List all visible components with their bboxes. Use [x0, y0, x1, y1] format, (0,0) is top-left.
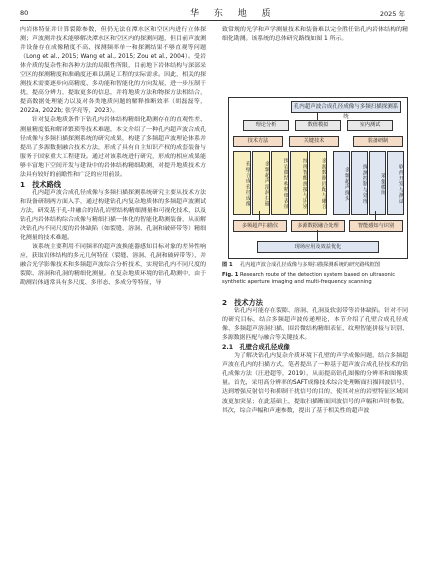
arrow-line: [259, 211, 260, 220]
paragraph: 钻孔内可能存在裂隙、溶洞、孔洞及软弱带等岩体缺陷。针对不同的研究目标，结合多频超声波传递理论，本节介绍了孔壁合成孔径成像、多频超声溶洞扫描、围岩微结构精细表征、纹理智能拼接与识别、多源数据匹配与融合等关键技术。: [222, 308, 408, 342]
box-field-application: 现场应用及效益优化: [257, 241, 379, 253]
right-column-bottom: [222, 298, 408, 416]
box-data-fusion: 多源数据融合处理: [291, 220, 345, 232]
box-key-tech: 关键技术: [289, 136, 339, 147]
arrow-line: [375, 211, 376, 220]
arrow-line: [317, 230, 318, 241]
caption-cn: [222, 262, 408, 270]
tech-col-4: 纹理智能拼接与识别: [290, 151, 308, 215]
box-equipment: 装备研制: [353, 136, 403, 147]
equip-col-1: 多频超声探头: [333, 151, 350, 215]
caption-cn-text: 孔内超声波合成孔径成像与多频扫描探测系统的研究路线框图: [240, 262, 381, 268]
paragraph: 孔内超声波合成孔径成像与多频扫描探测系统研究主要从技术方法和设备研制两方面入手，通过构建钻孔内复杂地质体的多频超声波测试方法，研发基于孔-井融合的钻孔岩壁结构精细测量和可视化技术，以及钻孔内岩体结构综合成像与精细扫描一体化的智能化勘测装备，从而解决钻孔内不同尺度的岩体缺陷（如裂缝、溶洞、孔洞和破碎带等）精细化测量的技术难题。: [20, 189, 206, 242]
equip-col-2: 探测控制与处理: [351, 151, 368, 215]
right-column-top: [222, 26, 408, 44]
caption-en-label: Fig. 1: [222, 271, 239, 278]
paragraph: 该系统主要利用不同频率的超声波换能器感知目标对象的差异性响应，获取岩体结构的多元几何特征（裂缝、溶洞、孔洞和破碎带等），并融合光学影像技术和多频超声波综合分析技术，实现钻孔内不同尺度的裂隙、溶洞和孔洞的精细化测量。在复杂地质环境的钻孔勘测中，由于勘测岩体通常具有多尺度、多形态、多成分等特征，导: [20, 244, 206, 287]
research-route-figure: [222, 97, 408, 259]
left-column: [20, 26, 206, 288]
caption-cn-label: 图 1: [222, 262, 233, 268]
caption-en-text: Research route of the detection system based on ultrasonic synthetic aperture imaging and multi-frequency scanning: [222, 271, 396, 286]
box-tech-method: 技术方法: [233, 136, 283, 147]
box-simulation: 数值模拟: [295, 120, 341, 131]
box-smart-sensing: 智能感知与识别: [349, 220, 403, 232]
page-header: [20, 6, 405, 20]
paragraph: 内岩体特征并计算裂隙参数，但仍无法在潭水区和空区内进行立体探测；声波测井技术能够解决潭水区和空区内的探测问题，但目前声波测井设备存在成像精度不高、探测频率单一和探测结果不够直观等问题（Long et al., 2015; Wang et al., 2015; Zou et al., 2004）。受岩体介质的复杂性和各种方法的局限性所限，目前地下岩体结构与深部采空区的探测精度和准确度还难以满足工程的实际需求。因此，相关的探测技术需要逐步向高精度、多功能和智能化的方向发展，进一步压制干扰，提高分辨力，提取更多的信息，并将地质方法和物探方法相结合，提高数据处理能力以及对各类地质问题的解释推断效率（胡磊磊等，2022a, 2022b; 张学亮等，2023）。: [20, 27, 206, 115]
figure-frame: [228, 97, 408, 259]
journal-title: 华 东 地 质: [190, 9, 277, 19]
caption-en: [222, 272, 408, 287]
equip-col-3: 采集模块: [369, 151, 386, 215]
publication-year: 2025 年: [379, 10, 405, 18]
figure-caption: [222, 262, 408, 287]
paragraph: 为了解决钻孔内复杂介质环境下孔壁的声学成像问题，结合多频超声波在孔内的扫描方式，笔者提出了一种基于超声波合成孔径技术的钻孔成像方法（汪进超等，2019），从而提高钻孔图像的分辨率和图像质量。首先，采用高分辨率的SAFT成像技术综合处理断面扫描回波信号，达到增强反射信号和抑制干扰信号的目的，使其对应的岩壁特征区域回波更加突显；在此基础上，提取扫描断面回波信号的声幅和声时参数。其次，综合声幅和声速参数，提出了基于相关性的超声波: [222, 353, 408, 414]
equip-col-4: 软件开发与测试: [387, 151, 404, 215]
section-title: 2 技术方法: [222, 298, 263, 307]
paragraph: 致常规的光学和声学测量技术和装备难以完全胜任钻孔内岩体结构的精细化勘测。该系统的总体研究路线如图 1 所示。: [222, 27, 408, 43]
tech-col-3: 围岩微结构精细表征: [271, 151, 289, 215]
figure-title-box: 孔内超声波合成孔径成像与多频扫描探测系统: [291, 101, 401, 113]
page-number: 80: [20, 9, 29, 17]
box-theory: 理论分析: [243, 120, 289, 131]
box-lab-test: 室内测试: [347, 120, 393, 131]
box-scanner: 多频超声扫描仪: [233, 220, 287, 232]
subsection-title: 2.1 孔壁合成孔径成像: [222, 344, 290, 352]
arrow-line: [317, 112, 318, 120]
tech-col-5: 多源数据匹配与融合: [309, 151, 327, 215]
section-title: 1 技术路线: [20, 179, 61, 189]
header-rule: [20, 20, 405, 21]
paragraph: 针对复杂地质条件下钻孔内岩体结构精细化勘测存在的直观性差、测量精度低和解译繁琐等技术难题，本文介绍了一种孔内超声波合成孔径成像与多频扫描探测系统的研究成果，构建了多频超声波理论体系并提出了多源数据融合技术方法，形成了具有自主知识产权的成套装备与服务于国家重大工程建设。通过对该系统进行研究，形成的相应成果能够丰富地下空间开发与建设中的岩体结构精细勘测，对提升地质技术方法具有较好的前瞻性和广泛的应用前景。: [20, 117, 206, 178]
tech-col-1: 孔壁合成孔径成像: [233, 151, 251, 215]
tech-col-2: 多频超声溶洞扫描: [252, 151, 270, 215]
